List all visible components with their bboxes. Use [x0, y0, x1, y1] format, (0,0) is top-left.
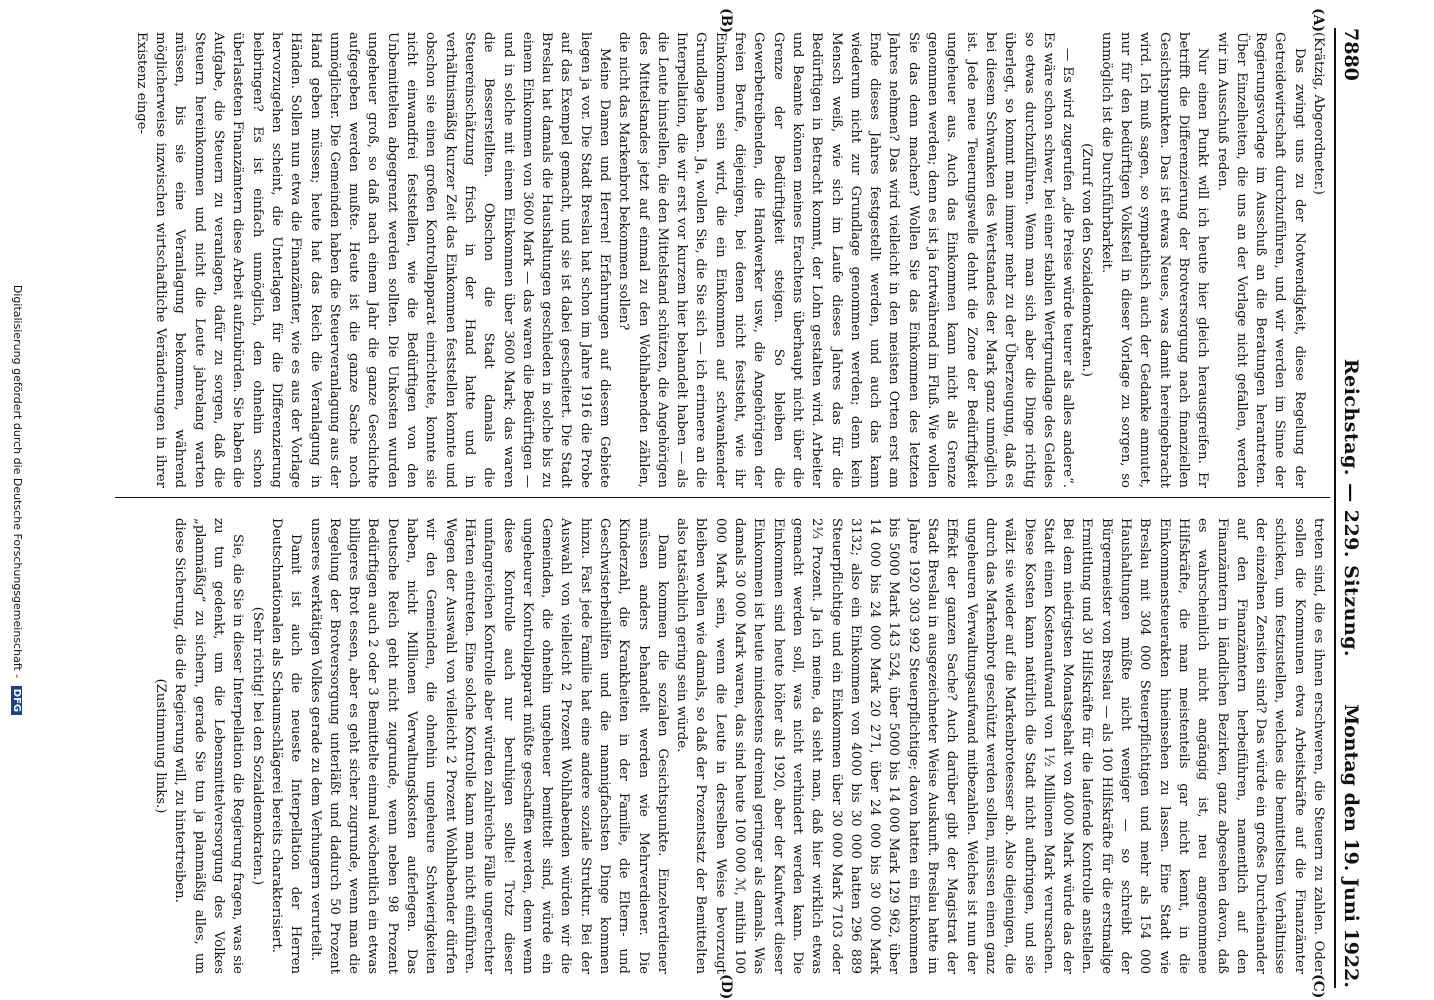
paragraph: Das zwingt uns zu der Notwendigkeit, diese Regelung der Getreidewirtschaft durchzuführen, und wir werden im Sinne der Regierungsvorlage im Ausschuß an die Beratungen herantreten. Über Einzelheiten, die uns an der Vorlage nicht gefallen, werden wir im Ausschuß reden. — [1214, 32, 1307, 488]
paragraph: Sie, die Sie in dieser Interpellation die Regierung fragen, was sie zu tun gedenkt, um die Lebensmittelversorgung des Volkes „planmäßig“ zu sichern, gerade Sie tun ja planmäßig alles, um diese Sicherung, die die Regierung will, zu hintertreiben. — [172, 518, 246, 974]
paragraph: Dann kommen die sozialen Gesichtspunkte. Einzelverdiener müssen anders behandelt werden wie Mehrverdiener. Die Kinderzahl, die Krankheiten in der Familie, die Eltern- und Geschwisterbeihilfen und die mannigfachsten Dinge kommen hinzu. Fast jede Familie hat eine andere soziale Struktur. Bei der Auswahl von vielleicht 2 Prozent Wohlhabenden würden wir die Gemeinden, die ohnehin ungeheuer bemittelt sind, würde ein ungeheurer Kontrollapparat müßte geschaffen werden, denn wenn diese Kontrolle auch nur beruhigen sollte! Trotz dieser umfangreichen Kontrolle aber würden zahlreiche Fälle ungerechter Härten eintreten. Eine solche Kontrolle kann man nicht einführen. Wegen der Auswahl von vielleicht 2 Prozent Wohlhabender dürfen wir den Gemeinden, die ohnehin ungeheure Schwierigkeiten haben, nicht Millionen Verwaltungskosten auferlegen. Das Deutsche Reich geht nicht zugrunde, wenn neben 98 Prozent Bedürftigen auch 2 oder 3 Bemittelte einmal wöchentlich ein etwas billigeres Brot essen, aber es geht sicher zugrunde, wenn man die Regelung der Brotversorgung unterläßt und dadurch 50 Prozent unseres werktätigen Volkes gerade zu dem Verhungern verurteilt. — [307, 518, 670, 974]
margin-mark-a: (A) — [1310, 8, 1326, 33]
page-title: Reichstag. — 229. Sitzung. — [1340, 358, 1362, 658]
speaker-line: (Krätzig, Abgeordneter.) — [1311, 32, 1326, 195]
column-divider — [115, 497, 1330, 498]
paragraph: Nur einen Punkt will ich heute hier gleich herausgreifen. Er betrifft die Differenzierung der Brotversorgung nach finanziellen Gesichtspunkten. Das ist etwas Neues, was damit hereingebracht wird. Ich muß sagen, so sympathisch auch der Gedanke anmutet, nur für den bedürftigen Volksteil in dieser Vorlage zu sorgen, so unmöglich ist die Durchführbarkeit. — [1098, 32, 1211, 488]
margin-mark-c: (C) — [1310, 974, 1326, 999]
page-number: 7880 — [1340, 28, 1362, 81]
session-date: Montag den 19. Juni 1922. — [1340, 704, 1362, 988]
left-column — [123, 32, 1328, 488]
page-header — [1336, 28, 1364, 988]
interjection: (Zustimmung links.) — [153, 678, 169, 814]
margin-mark-b: (B) — [718, 8, 734, 34]
paragraph: treten sind, die es ihnen erschweren, die Steuern zu zahlen. Oder sollen die Kommunen etwa Arbeitskräfte auf die Finanzämter schicken, um festzustellen, welches die bemitteltsten Verhältnisse der einzelnen Zensiten sind? Das würde ein großes Durcheinander auf den Finanzämtern herbeiführen, namentlich auf den Finanzämtern in ländlichen Bezirken, ganz abgesehen davon, daß es wahrscheinlich nicht angängig ist, neu angenommene Hilfskräfte, die man meistenteils gar nicht kennt, in die Einkommensteuerakten hineinsehen zu lassen. Eine Stadt wie Breslau mit 304 000 Steuerpflichtigen und mehr als 154 000 Haushaltungen müßte nicht weniger — so schreibt der Bürgermeister von Breslau — als 100 Hilfskräfte für die erstmalige Ermittlung und 30 Hilfskräfte für die laufende Kontrolle anstellen. Bei dem niedrigsten Monatsgehalt von 4000 Mark würde das der Stadt einen Kostenaufwand von 1½ Millionen Mark verursachen. Diese Kosten kann natürlich die Stadt nicht aufbringen, und sie wälzt sie wieder auf die Markenbroteesser ab. Also diejenigen, die durch das Markenbrot geschützt werden sollen, müssen einen ganz ungeheuren Verwaltungsaufwand mitbezahlen. Welches ist nun der Effekt der ganzen Sache? Auch darüber gibt der Magistrat der Stadt Breslau in ausgezeichneter Weise Auskunft. Breslau hatte im Jahre 1920 303 992 Steuerpflichtige; davon hatten ein Einkommen bis 5000 Mark 143 524, über 5000 bis 14 000 Mark 129 962, über 14 000 bis 24 000 Mark 20 271, über 24 000 bis 30 000 Mark 3132; also ein Einkommen von 4000 bis 30 000 hatten 296 889 Steuerpflichtige und ein Einkommen über 30 000 Mark 7103 oder 2⅓ Prozent. Ja ich meine, da sieht man, daß hier wirklich etwas gemacht werden soll, was nicht verhindert werden kann. Die Einkommen sind heute höher als 1920, aber der Kaufwert dieser Einkommen ist heute mindestens dreimal geringer als damals. Was damals 30 000 Mark waren, das sind heute 100 000 ℳ, mithin 100 000 Mark sein, wenn die Leute in derselben Weise bevorzugt bleiben wollen wie damals, so daß der Prozentsatz der Bemittelten also tatsächlich gering sein würde. — [674, 518, 1326, 974]
paragraph: Damit ist auch die neueste Interpellation der Herren Deutschnationalen als Schaumschlägerei bereits charakterisiert. — [268, 518, 304, 974]
interjection: (Zuruf von den Sozialdemokraten.) — [1079, 143, 1095, 377]
paragraph: — Es wird zugerufen „die Preise würde teurer als alles andere“. Es wäre schon schwer, bei einer stabilen Wertgrundlage des Geldes so etwas durchzuführen. Wenn man sich aber die Dinge richtig überlegt, so kommt man immer mehr zu der Überzeugung, daß es bei diesem Schwanken des Wertstandes der Mark ganz unmöglich ist. Jede neue Teuerungswelle dehnt die Zone der Bedürftigkeit ungeheuer aus. Auch das Einkommen kann nicht als Grenze genommen werden; denn es ist ja fortwährend im Fluß. Wie wollen Sie das denn machen? Wollen Sie das Einkommen des letzten Jahres nehmen? Das wird vielleicht in den meisten Orten erst am Ende dieses Jahres festgestellt werden, und auch das kann wiederum nicht zur Grundlage genommen werden; denn kein Mensch weiß, wie sich im Laufe dieses Jahres das für die Bedürftigen in Betracht kommt, der Lohn gestalten wird. Arbeiter und Beamte können meines Erachtens überhaupt nicht über die Grenze der Bedürftigkeit steigen. So bleiben die Gewerbetreibenden, die Handwerker usw., die Angehörigen der freien Berufe, diejenigen, bei denen nicht feststeht, wie ihr Einkommen sein wird, die ein Einkommen auf schwankender Grundlage haben. Ja, wollen Sie, die Sie sich — ich erinnere an die Interpellation, die wir erst vor kurzem hier behandelt haben — als die Leute hinstellen, die den Mittelstand schützen, die Angehörigen des Mittelstandes jetzt auf einmal zu den Wohlhabenden zählen, die nicht das Markenbrot bekommen sollen? — [616, 32, 1076, 488]
paragraph: Meine Damen und Herren! Erfahrungen auf diesem Gebiete liegen ja vor. Die Stadt Breslau hat schon im Jahre 1916 die Probe auf das Exempel gemacht, und sie ist dabei gescheitert. Die Stadt Breslau hat damals die Haushaltungen geschieden in solche bis zu einem Einkommen von 3600 Mark — das waren die Bedürftigen — und in solche mit einem Einkommen über 3600 Mark; das waren die Besserstellten. Obschon die Stadt damals die Steuereinschätzung frisch in der Hand hatte und in verhältnismäßig kurzer Zeit das Einkommen feststellen konnte und obschon sie einen großen Kontrollapparat einrichtete, konnte sie nicht einwandfrei feststellen, wie die Bedürftigen von den Unbemittelten abgegrenzt werden sollten. Die Unkosten wurden ungeheuer groß, so daß nach einem Jahr die ganze Geschichte aufgegeben werden mußte. Heute ist die ganze Sache noch unmöglicher. Die Gemeinden haben die Steuerveranlagung aus der Hand geben müssen; heute hat das Reich die Veranlagung in Händen. Sollen nun etwa die Finanzämter, wie es aus der Vorlage hervorzugehen scheint, die Unterlagen für die Differenzierung beibringen? Es ist einfach unmöglich, den ohnehin schon überlasteten Finanzämtern diese Arbeit aufzubürden. Sie haben die Aufgabe, die Steuern zu veranlagen, dafür zu sorgen, daß die Steuern hereinkommen und nicht die Leute jahrelang warten müssen, bis sie eine Veranlagung bekommen, während möglicherweise inzwischen wirtschaftliche Veränderungen in ihrer Existenz einge- — [133, 32, 613, 488]
credit-text: Digitalisierung gefördert durch die Deutsche Forschungsgemeinschaft - — [11, 284, 24, 679]
margin-mark-d: (D) — [718, 974, 734, 1000]
header-rule — [1334, 28, 1336, 988]
interjection: (Sehr richtig! bei den Sozialdemokraten.) — [249, 606, 265, 886]
right-column — [123, 518, 1328, 974]
dfg-logo: DFG — [11, 686, 22, 715]
digitization-credit — [11, 0, 24, 1000]
